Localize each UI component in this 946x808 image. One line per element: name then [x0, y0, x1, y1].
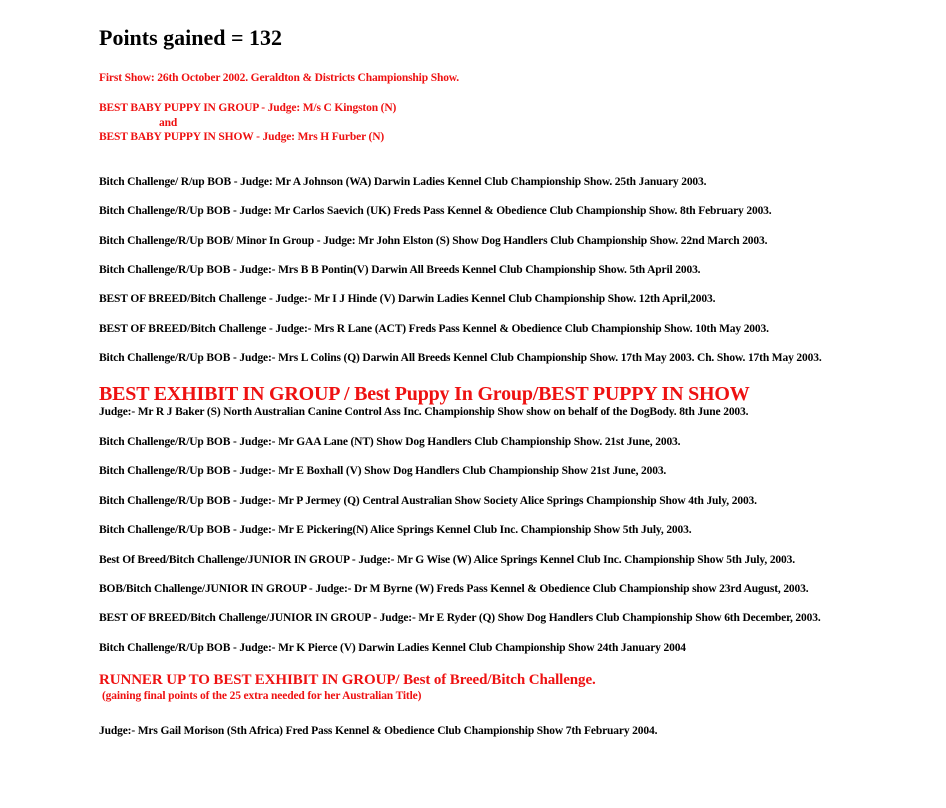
result-line: BEST OF BREED/Bitch Challenge/JUNIOR IN GROUP - Judge:- Mr E Ryder (Q) Show Dog Handlers Club Championship Show 6th December, 2003. — [99, 612, 821, 624]
result-line: BOB/Bitch Challenge/JUNIOR IN GROUP - Judge:- Dr M Byrne (W) Freds Pass Kennel & Obedience Club Championship show 23rd August, 2003. — [99, 583, 809, 595]
runner-up-note: (gaining final points of the 25 extra needed for her Australian Title) — [102, 690, 422, 702]
result-line: Bitch Challenge/R/Up BOB - Judge: Mr Carlos Saevich (UK) Freds Pass Kennel & Obedience Club Championship Show. 8th February 2003. — [99, 205, 772, 217]
result-line: Bitch Challenge/R/Up BOB - Judge:- Mr K Pierce (V) Darwin Ladies Kennel Club Championship Show 24th January 2004 — [99, 642, 686, 654]
baby-puppy-group-line: BEST BABY PUPPY IN GROUP - Judge: M/s C Kingston (N) — [99, 102, 397, 114]
result-line: Bitch Challenge/R/Up BOB - Judge:- Mr GAA Lane (NT) Show Dog Handlers Club Championship Show. 21st June, 2003. — [99, 436, 681, 448]
result-line: BEST OF BREED/Bitch Challenge - Judge:- Mr I J Hinde (V) Darwin Ladies Kennel Club Championship Show. 12th April,2003. — [99, 293, 716, 305]
result-line: Bitch Challenge/R/Up BOB - Judge:- Mrs B B Pontin(V) Darwin All Breeds Kennel Club Championship Show. 5th April 2003. — [99, 264, 701, 276]
result-line: Bitch Challenge/R/Up BOB - Judge:- Mrs L Colins (Q) Darwin All Breeds Kennel Club Championship Show. 17th May 2003. Ch. Show. 17th May 2003. — [99, 352, 822, 364]
result-line: Bitch Challenge/R/Up BOB - Judge:- Mr E Pickering(N) Alice Springs Kennel Club Inc. Championship Show 5th July, 2003. — [99, 524, 692, 536]
result-line: Bitch Challenge/R/Up BOB/ Minor In Group - Judge: Mr John Elston (S) Show Dog Handlers Club Championship Show. 22nd March 2003. — [99, 235, 768, 247]
result-line: Best Of Breed/Bitch Challenge/JUNIOR IN GROUP - Judge:- Mr G Wise (W) Alice Springs Kennel Club Inc. Championship Show 5th July, 2003. — [99, 554, 795, 566]
result-line: Bitch Challenge/R/Up BOB - Judge:- Mr E Boxhall (V) Show Dog Handlers Club Championship Show 21st June, 2003. — [99, 465, 667, 477]
and-connector: and — [159, 117, 178, 129]
result-line: Bitch Challenge/R/Up BOB - Judge:- Mr P Jermey (Q) Central Australian Show Society Alice Springs Championship Show 4th July, 2003. — [99, 495, 757, 507]
best-exhibit-judge-line: Judge:- Mr R J Baker (S) North Australian Canine Control Ass Inc. Championship Show show on behalf of the DogBody. 8th June 2003. — [99, 406, 749, 418]
baby-puppy-show-line: BEST BABY PUPPY IN SHOW - Judge: Mrs H Furber (N) — [99, 131, 385, 143]
result-line: BEST OF BREED/Bitch Challenge - Judge:- Mrs R Lane (ACT) Freds Pass Kennel & Obedience Club Championship Show. 10th May 2003. — [99, 323, 769, 335]
result-line: Bitch Challenge/ R/up BOB - Judge: Mr A Johnson (WA) Darwin Ladies Kennel Club Championship Show. 25th January 2003. — [99, 176, 707, 188]
runner-up-heading: RUNNER UP TO BEST EXHIBIT IN GROUP/ Best of Breed/Bitch Challenge. — [99, 672, 596, 688]
final-judge-line: Judge:- Mrs Gail Morison (Sth Africa) Fred Pass Kennel & Obedience Club Championship Show 7th February 2004. — [99, 725, 658, 737]
first-show-line: First Show: 26th October 2002. Geraldton & Districts Championship Show. — [99, 72, 460, 84]
best-exhibit-heading: BEST EXHIBIT IN GROUP / Best Puppy In Group/BEST PUPPY IN SHOW — [99, 383, 750, 405]
page-title: Points gained = 132 — [99, 25, 283, 50]
